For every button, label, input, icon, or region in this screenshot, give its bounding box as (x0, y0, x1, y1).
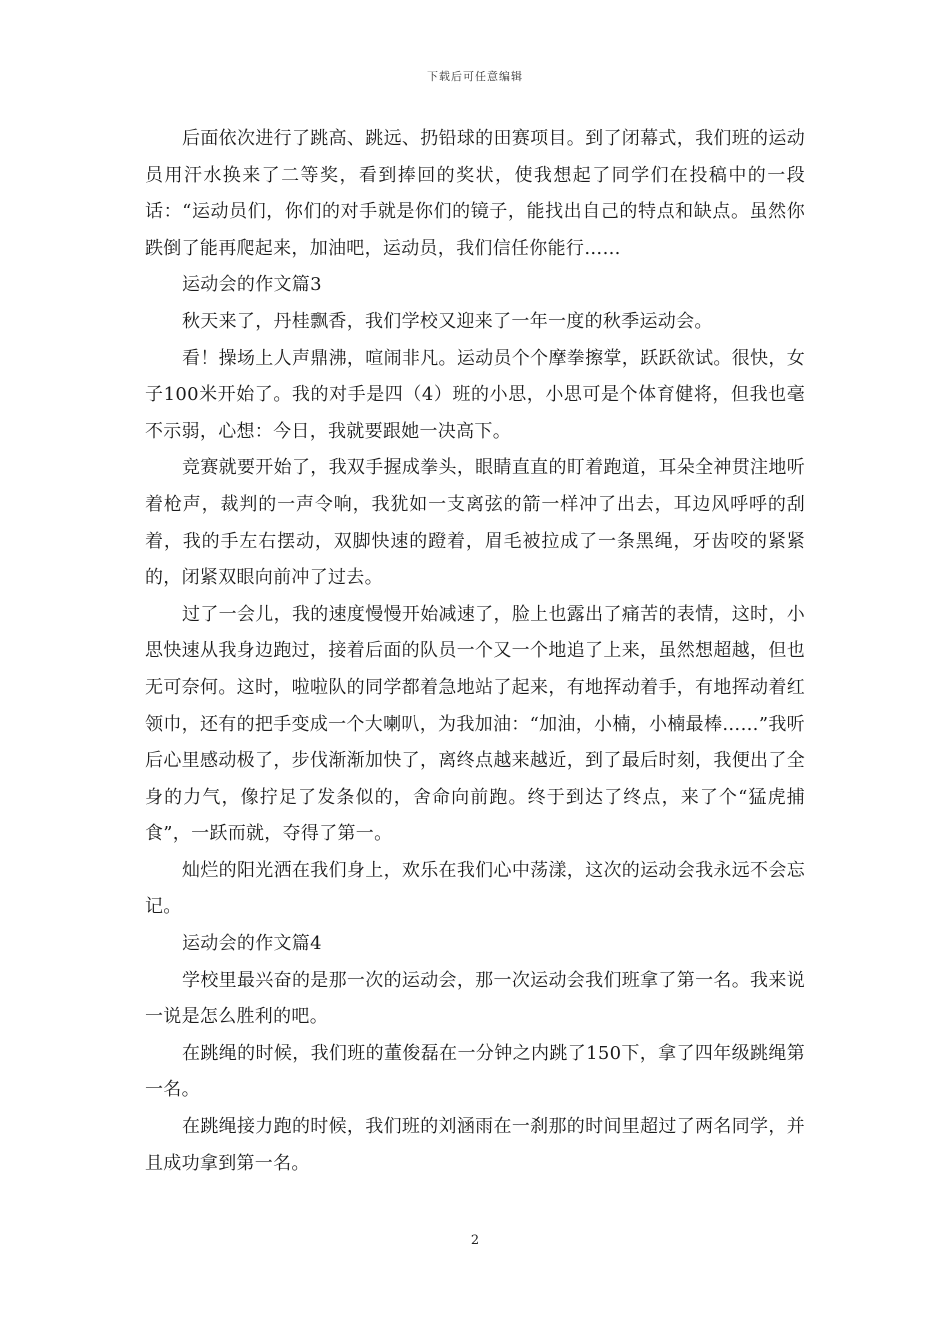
section-title: 运动会的作文篇4 (182, 933, 322, 955)
paragraph: 秋天来了，丹桂飘香，我们学校又迎来了一年一度的秋季运动会。 (182, 310, 713, 332)
paragraph: 竞赛就要开始了，我双手握成拳头，眼睛直直的盯着跑道，耳朵全神贯注地听着枪声，裁判的一声令响，我犹如一支离弦的箭一样冲了出去，耳边风呼呼的刮着，我的手左右摆动，双脚快速的蹬着，眉毛被拉成了一条黑绳，牙齿咬的紧紧的，闭紧双眼向前冲了过去。 (145, 457, 805, 589)
paragraph: 在跳绳的时候，我们班的董俊磊在一分钟之内跳了150下，拿了四年级跳绳第一名。 (145, 1042, 805, 1101)
page-number: 2 (470, 1233, 480, 1248)
paragraph: 灿烂的阳光洒在我们身上，欢乐在我们心中荡漾，这次的运动会我永远不会忘记。 (145, 859, 805, 918)
section-title: 运动会的作文篇3 (182, 274, 322, 296)
paragraph: 后面依次进行了跳高、跳远、扔铅球的田赛项目。到了闭幕式，我们班的运动员用汗水换来了二等奖，看到捧回的奖状，使我想起了同学们在投稿中的一段话：“运动员们，你们的对手就是你们的镜子，能找出自己的特点和缺点。虽然你跌倒了能再爬起来，加油吧，运动员，我们信任你能行…… (145, 128, 805, 259)
paragraph: 过了一会儿，我的速度慢慢开始减速了，脸上也露出了痛苦的表情，这时，小思快速从我身边跑过，接着后面的队员一个又一个地追了上来，虽然想超越，但也无可奈何。这时，啦啦队的同学都着急地站了起来，有地挥动着手，有地挥动着红领巾，还有的把手变成一个大喇叭，为我加油：“加油，小楠，小楠最棒……”我听后心里感动极了，步伐渐渐加快了，离终点越来越近，到了最后时刻，我便出了全身的力气，像拧足了发条似的，舍命向前跑。终于到达了终点，来了个“猛虎捕食”，一跃而就，夺得了第一。 (145, 603, 805, 845)
page-header: 下载后可任意编辑 (427, 70, 523, 83)
document-body (145, 121, 805, 1182)
paragraph: 在跳绳接力跑的时候，我们班的刘涵雨在一刹那的时间里超过了两名同学，并且成功拿到第一名。 (145, 1116, 805, 1174)
paragraph: 学校里最兴奋的是那一次的运动会，那一次运动会我们班拿了第一名。我来说一说是怎么胜利的吧。 (145, 969, 805, 1028)
paragraph: 看！操场上人声鼎沸，喧闹非凡。运动员个个摩拳擦掌，跃跃欲试。很快，女子100米开始了。我的对手是四（4）班的小思，小思可是个体育健将，但我也毫不示弱，心想：今日，我就要跟她一决高下。 (145, 347, 805, 442)
